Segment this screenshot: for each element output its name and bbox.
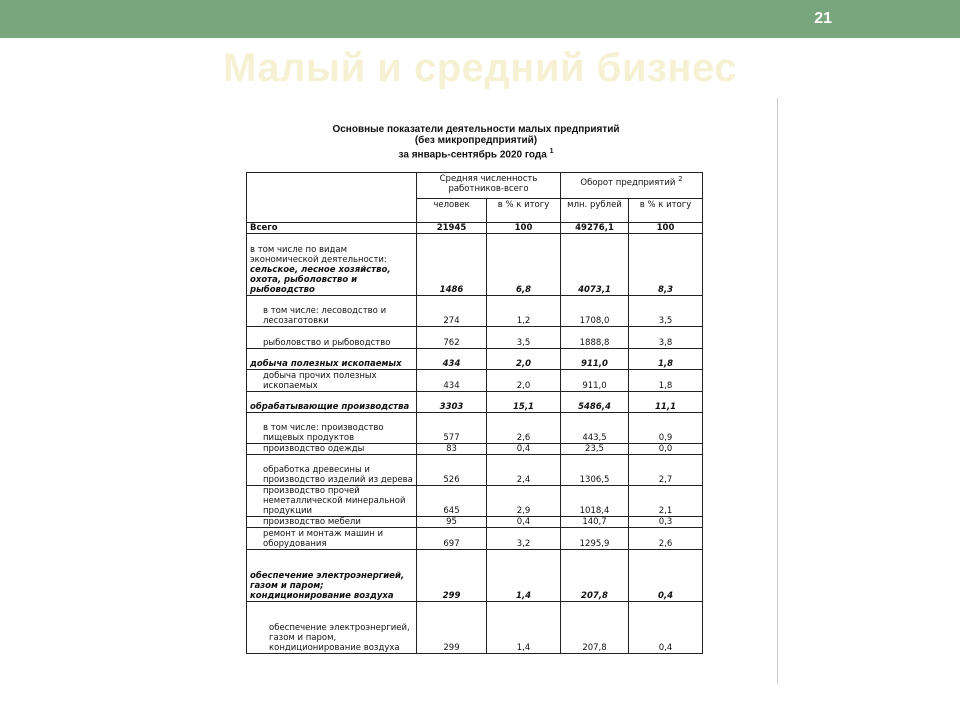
table-row: добыча полезных ископаемых 434 2,0 911,0 1,8 [247, 349, 703, 370]
table-row: Всего 21945 100 49276,1 100 [247, 223, 703, 234]
table-row: обеспечение электроэнергией, газом и паром; кондиционирование воздуха 299 1,4 207,8 0,4 [247, 550, 703, 602]
subheader-million-rub: млн. рублей [561, 199, 629, 223]
slide-number: 21 [814, 10, 832, 27]
table-row: в том числе: лесоводство и лесозаготовки 274 1,2 1708,0 3,5 [247, 296, 703, 327]
table-row: производство прочей неметаллической минеральной продукции 645 2,9 1018,4 2,1 [247, 486, 703, 517]
table-row: производство мебели 95 0,4 140,7 0,3 [247, 517, 703, 528]
table-row: рыболовство и рыбоводство 762 3,5 1888,8 3,8 [247, 327, 703, 349]
title-footnote: 1 [549, 148, 554, 155]
statistics-table [246, 172, 703, 654]
document-title [246, 124, 706, 160]
table-row: в том числе по видам экономической деятельности: сельское, лесное хозяйство, охота, рыболовство и рыбоводство 1486 6,8 4073,1 8,3 [247, 234, 703, 296]
subheader-people: человек [417, 199, 487, 223]
table-row: обеспечение электроэнергией, газом и паром, кондиционирование воздуха 299 1,4 207,8 0,4 [247, 602, 703, 654]
slide-title: Малый и средний бизнес [222, 46, 738, 90]
document-title-line2: (без микропредприятий) [414, 135, 538, 146]
table-row: в том числе: производство пищевых продуктов 577 2,6 443,5 0,9 [247, 413, 703, 444]
document-title-line3: за январь-сентябрь 2020 года $^1$ [398, 148, 554, 161]
table-row: обрабатывающие производства 3303 15,1 5486,4 11,1 [247, 392, 703, 413]
document-title-line1: Основные показатели деятельности малых предприятий [332, 124, 620, 135]
table-row: обработка древесины и производство изделий из дерева 526 2,4 1306,5 2,7 [247, 455, 703, 486]
header-blank-cell [247, 173, 417, 223]
divider-line [777, 98, 778, 684]
table-row: ремонт и монтаж машин и оборудования 697 3,2 1295,9 2,6 [247, 528, 703, 550]
table-row: производство одежды 83 0,4 23,5 0,0 [247, 444, 703, 455]
header-employees: Средняя численность работников-всего [417, 173, 561, 199]
subheader-percent-1: в % к итогу [487, 199, 561, 223]
subheader-percent-2: в % к итогу [629, 199, 703, 223]
table-header-row [247, 173, 703, 199]
header-turnover: Оборот предприятий $^2$ [561, 173, 703, 199]
table-row: добыча прочих полезных ископаемых 434 2,0 911,0 1,8 [247, 370, 703, 392]
